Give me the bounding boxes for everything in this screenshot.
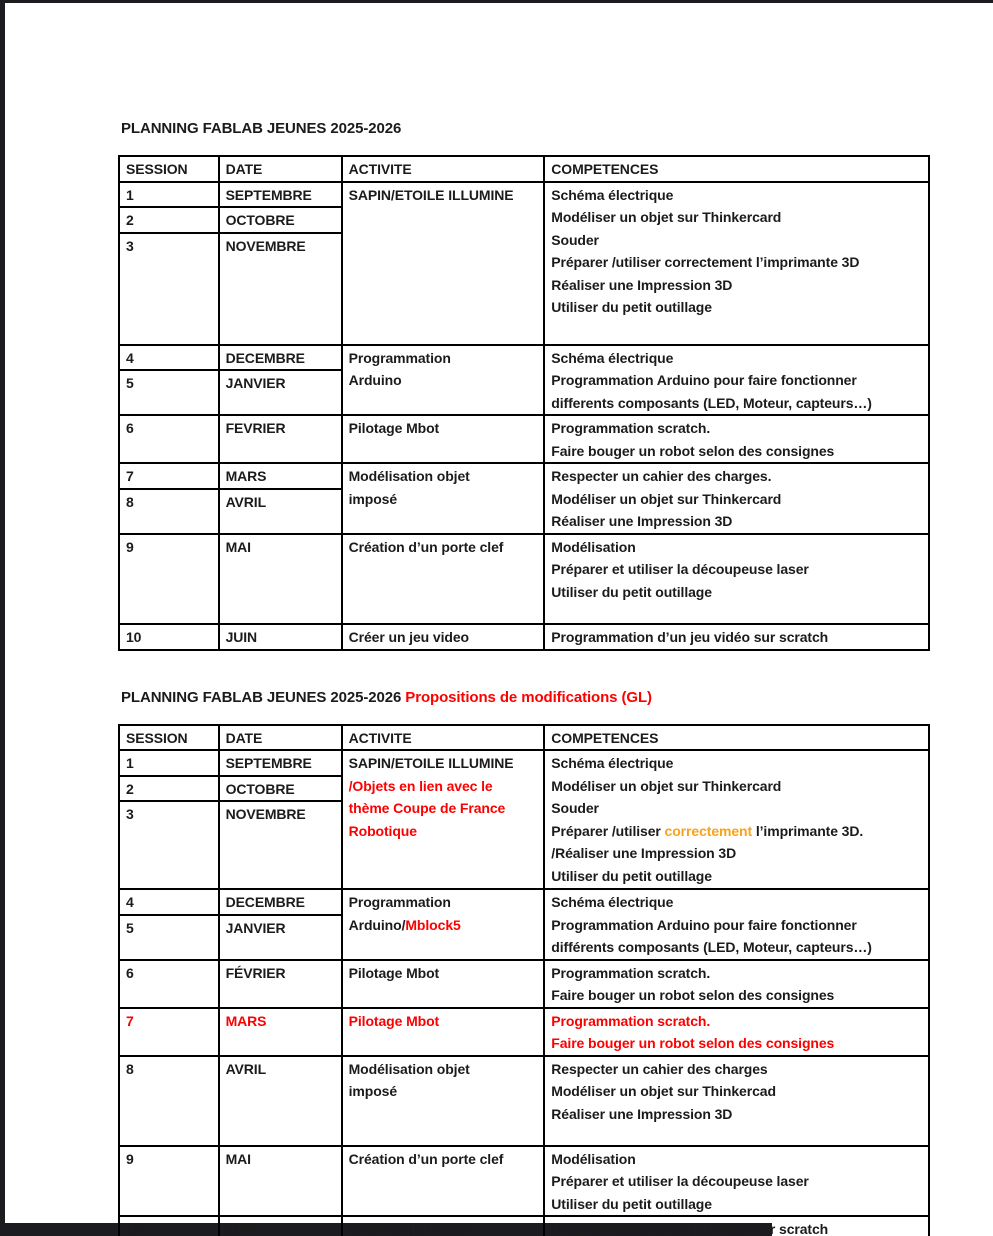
table-cell bbox=[219, 370, 342, 415]
text-span: SEPTEMBRE bbox=[225, 186, 312, 203]
table-cell bbox=[342, 463, 545, 534]
table-cell bbox=[544, 750, 929, 889]
table-cell bbox=[544, 463, 929, 534]
text-span: Schéma électrique bbox=[551, 349, 674, 366]
table-row bbox=[119, 889, 929, 915]
table-cell bbox=[219, 1216, 342, 1236]
text-span: DECEMBRE bbox=[225, 349, 305, 366]
table-row bbox=[119, 534, 929, 624]
table-cell bbox=[119, 624, 219, 650]
text-span: 9 bbox=[126, 538, 134, 555]
table-cell bbox=[544, 534, 929, 624]
text-span: Préparer et utiliser la découpeuse laser bbox=[551, 1173, 809, 1189]
table-row bbox=[119, 1216, 929, 1236]
scan-edge-top bbox=[0, 0, 993, 3]
text-span: Programmation scratch. bbox=[551, 1012, 711, 1029]
text-span: 8 bbox=[126, 493, 134, 510]
text-span: 7 bbox=[126, 1012, 134, 1029]
text-span: FÉVRIER bbox=[225, 964, 286, 981]
table-cell bbox=[219, 345, 342, 371]
text-span: thème Coupe de France bbox=[348, 800, 506, 816]
table-cell bbox=[219, 776, 342, 802]
text-span: NOVEMBRE bbox=[225, 806, 306, 822]
text-span: 9 bbox=[126, 1150, 134, 1167]
table-cell bbox=[119, 370, 219, 415]
column-header-competences: COMPETENCES bbox=[544, 725, 929, 751]
table-cell bbox=[219, 1056, 342, 1146]
text-span: SAPIN/ETOILE ILLUMINE bbox=[348, 186, 514, 203]
text-span: Arduino/ bbox=[348, 916, 406, 933]
table-cell bbox=[544, 345, 929, 416]
text-span: correctement bbox=[664, 822, 753, 839]
table-cell bbox=[219, 207, 342, 233]
table-cell bbox=[544, 960, 929, 1008]
text-span: Création d’un porte clef bbox=[348, 538, 504, 555]
text-span: Préparer /utiliser correctement l’imprimante 3D bbox=[551, 254, 860, 270]
text-span: OCTOBRE bbox=[225, 780, 295, 797]
column-header-session: SESSION bbox=[119, 725, 219, 751]
table-cell bbox=[544, 1056, 929, 1146]
text-span: /Objets en lien avec le bbox=[348, 777, 493, 794]
table-cell bbox=[342, 1056, 545, 1146]
table-cell bbox=[219, 1146, 342, 1217]
table-cell bbox=[119, 915, 219, 959]
text-span: MARS bbox=[225, 468, 267, 484]
text-span: 6 bbox=[126, 964, 134, 981]
section-planning-original bbox=[118, 121, 930, 651]
table-row bbox=[119, 624, 929, 650]
table-cell bbox=[119, 534, 219, 624]
text-span: Faire bouger un robot selon des consignes bbox=[551, 442, 835, 459]
table-cell bbox=[119, 345, 219, 371]
text-span: l’imprimante 3D. bbox=[752, 822, 864, 839]
text-span: 5 bbox=[126, 920, 134, 937]
text-span: Réaliser une Impression 3D bbox=[551, 513, 733, 529]
text-span: 8 bbox=[126, 1060, 134, 1077]
table-cell bbox=[342, 1216, 545, 1236]
text-span: Modélisation objet bbox=[348, 1060, 470, 1077]
text-span: Créer un jeu video bbox=[348, 628, 469, 645]
table-cell bbox=[119, 1216, 219, 1236]
text-span: Souder bbox=[551, 800, 599, 816]
text-span: Programmation d’un jeu vidéo sur scratch bbox=[551, 628, 829, 645]
text-span: Schéma électrique bbox=[551, 755, 674, 771]
text-span: Souder bbox=[551, 231, 599, 248]
table-cell bbox=[342, 345, 545, 416]
table-cell bbox=[219, 233, 342, 345]
text-span: Utiliser du petit outillage bbox=[551, 299, 712, 315]
table-cell bbox=[544, 624, 929, 650]
text-span: Programmation scratch. bbox=[551, 420, 711, 436]
section-planning-modified bbox=[118, 651, 930, 1236]
text-span: /Réaliser une Impression 3D bbox=[551, 845, 737, 861]
text-span: differents composants (LED, Moteur, capteurs…) bbox=[551, 394, 872, 411]
table-cell bbox=[342, 182, 545, 345]
text-span: Modélisation bbox=[551, 538, 636, 555]
text-span: JANVIER bbox=[225, 920, 286, 937]
text-span: AVRIL bbox=[225, 1060, 267, 1077]
text-span: différents composants (LED, Moteur, capteurs…) bbox=[551, 939, 872, 955]
text-span: Créer un jeu video bbox=[348, 1221, 469, 1236]
table-cell bbox=[342, 1008, 545, 1056]
text-span: 3 bbox=[126, 237, 134, 254]
column-header-date: DATE bbox=[219, 156, 342, 182]
column-header-activite: ACTIVITE bbox=[342, 725, 545, 751]
text-span: Pilotage Mbot bbox=[348, 1012, 440, 1029]
table-header-row bbox=[119, 725, 929, 751]
text-span: Programmation scratch. bbox=[551, 964, 711, 981]
table-cell bbox=[342, 534, 545, 624]
text-span: Utiliser du petit outillage bbox=[551, 583, 712, 600]
table-cell bbox=[119, 801, 219, 889]
table-cell bbox=[219, 915, 342, 959]
table-header-row bbox=[119, 156, 929, 182]
text-span: Programmation bbox=[348, 894, 451, 910]
text-span: MARS bbox=[225, 1012, 267, 1029]
text-span: SEPTEMBRE bbox=[225, 755, 312, 771]
table-cell bbox=[219, 1008, 342, 1056]
table-cell bbox=[219, 750, 342, 776]
text-span: Modéliser un objet sur Thinkercard bbox=[551, 777, 782, 794]
table-cell bbox=[119, 233, 219, 345]
table-cell bbox=[219, 960, 342, 1008]
column-header-activite: ACTIVITE bbox=[342, 156, 545, 182]
table-cell bbox=[219, 463, 342, 489]
text-span: 1 bbox=[126, 186, 134, 203]
text-span: PLANNING FABLAB JEUNES 2025-2026 bbox=[121, 688, 406, 706]
table-cell bbox=[544, 1216, 929, 1236]
table-cell bbox=[119, 776, 219, 802]
table-row bbox=[119, 1056, 929, 1146]
table-cell bbox=[119, 1056, 219, 1146]
text-span: MAI bbox=[225, 538, 251, 555]
table-row bbox=[119, 463, 929, 489]
text-span: 10 bbox=[126, 628, 142, 645]
table-cell bbox=[544, 889, 929, 960]
text-span: Pilotage Mbot bbox=[348, 964, 440, 981]
text-span: OCTOBRE bbox=[225, 212, 295, 228]
text-span: Arduino bbox=[348, 372, 402, 388]
scan-edge-left bbox=[0, 0, 5, 1236]
text-span: Programmation d’un jeu vidéo sur scratch bbox=[551, 1221, 829, 1236]
text-span: Modéliser un objet sur Thinkercard bbox=[551, 209, 782, 225]
table-cell bbox=[119, 1008, 219, 1056]
text-span: JANVIER bbox=[225, 375, 286, 392]
text-span: Mblock5 bbox=[405, 916, 461, 933]
table-cell bbox=[342, 889, 545, 960]
planning-title-original bbox=[121, 121, 930, 137]
text-span: Respecter un cahier des charges. bbox=[551, 468, 772, 484]
table-cell bbox=[544, 1008, 929, 1056]
text-span: JUIN bbox=[225, 1221, 258, 1236]
table-cell bbox=[219, 182, 342, 208]
table-cell bbox=[342, 750, 545, 889]
text-span: AVRIL bbox=[225, 493, 267, 510]
text-span: SAPIN/ETOILE ILLUMINE bbox=[348, 755, 514, 771]
text-span: Propositions de modifications (GL) bbox=[405, 688, 652, 706]
text-span: 3 bbox=[126, 806, 134, 822]
table-cell bbox=[119, 463, 219, 489]
table-row bbox=[119, 415, 929, 463]
text-span: Faire bouger un robot selon des consignes bbox=[551, 987, 835, 1003]
text-span: Préparer et utiliser la découpeuse laser bbox=[551, 561, 809, 577]
text-span: Préparer /utiliser bbox=[551, 822, 665, 839]
text-span: Utiliser du petit outillage bbox=[551, 867, 712, 884]
table-cell bbox=[119, 415, 219, 463]
text-span: Robotique bbox=[348, 822, 417, 839]
text-span: Schéma électrique bbox=[551, 186, 674, 203]
text-span: Modélisation bbox=[551, 1150, 636, 1167]
text-span: DECEMBRE bbox=[225, 894, 305, 910]
table-cell bbox=[544, 415, 929, 463]
text-span: NOVEMBRE bbox=[225, 237, 306, 254]
table-cell bbox=[119, 960, 219, 1008]
column-header-competences: COMPETENCES bbox=[544, 156, 929, 182]
text-span: Création d’un porte clef bbox=[348, 1150, 504, 1167]
text-span: FEVRIER bbox=[225, 420, 286, 436]
document-content bbox=[118, 121, 930, 1236]
text-span: PLANNING FABLAB JEUNES 2025-2026 bbox=[121, 120, 402, 137]
table-cell bbox=[544, 182, 929, 345]
text-span: Respecter un cahier des charges bbox=[551, 1060, 768, 1077]
text-span: Modéliser un objet sur Thinkercad bbox=[551, 1083, 776, 1099]
text-span: Faire bouger un robot selon des consignes bbox=[551, 1035, 835, 1051]
text-span: Schéma électrique bbox=[551, 894, 674, 910]
text-span: Modélisation objet bbox=[348, 468, 470, 484]
text-span: 2 bbox=[126, 780, 134, 797]
text-span: MAI bbox=[225, 1150, 251, 1167]
text-span: imposé bbox=[348, 490, 398, 507]
table-cell bbox=[219, 624, 342, 650]
table-cell bbox=[342, 960, 545, 1008]
text-span: Utiliser du petit outillage bbox=[551, 1195, 712, 1212]
table-row bbox=[119, 1146, 929, 1217]
table-cell bbox=[119, 489, 219, 534]
table-cell bbox=[219, 415, 342, 463]
text-span: Modéliser un objet sur Thinkercard bbox=[551, 490, 782, 507]
table-cell bbox=[544, 1146, 929, 1217]
text-span: 4 bbox=[126, 894, 134, 910]
table-cell bbox=[342, 1146, 545, 1217]
text-span: Pilotage Mbot bbox=[348, 420, 440, 436]
text-span: Programmation Arduino pour faire fonctionner bbox=[551, 372, 857, 388]
text-span: JUIN bbox=[225, 628, 258, 645]
table-row bbox=[119, 750, 929, 776]
table-cell bbox=[119, 750, 219, 776]
text-span: 5 bbox=[126, 375, 134, 392]
table-row bbox=[119, 1008, 929, 1056]
text-span: 4 bbox=[126, 349, 134, 366]
table-cell bbox=[119, 182, 219, 208]
table-cell bbox=[119, 1146, 219, 1217]
table-cell bbox=[219, 889, 342, 915]
table-row bbox=[119, 345, 929, 371]
text-span: Réaliser une Impression 3D bbox=[551, 1105, 733, 1122]
planning-table-original bbox=[118, 155, 930, 651]
table-cell bbox=[119, 207, 219, 233]
table-cell bbox=[342, 415, 545, 463]
table-cell bbox=[219, 489, 342, 534]
table-cell bbox=[219, 801, 342, 889]
table-cell bbox=[342, 624, 545, 650]
text-span: imposé bbox=[348, 1083, 398, 1099]
planning-title-modified bbox=[121, 690, 930, 706]
text-span: Réaliser une Impression 3D bbox=[551, 276, 733, 293]
column-header-date: DATE bbox=[219, 725, 342, 751]
text-span: Programmation bbox=[348, 349, 451, 366]
planning-table-modified bbox=[118, 724, 930, 1236]
text-span: 10 bbox=[126, 1221, 142, 1236]
text-span: 2 bbox=[126, 212, 134, 228]
table-row bbox=[119, 182, 929, 208]
column-header-session: SESSION bbox=[119, 156, 219, 182]
table-row bbox=[119, 960, 929, 1008]
text-span: Programmation Arduino pour faire fonctionner bbox=[551, 916, 857, 933]
table-cell bbox=[119, 889, 219, 915]
text-span: 1 bbox=[126, 755, 134, 771]
text-span: 6 bbox=[126, 420, 134, 436]
table-cell bbox=[219, 534, 342, 624]
text-span: 7 bbox=[126, 468, 134, 484]
